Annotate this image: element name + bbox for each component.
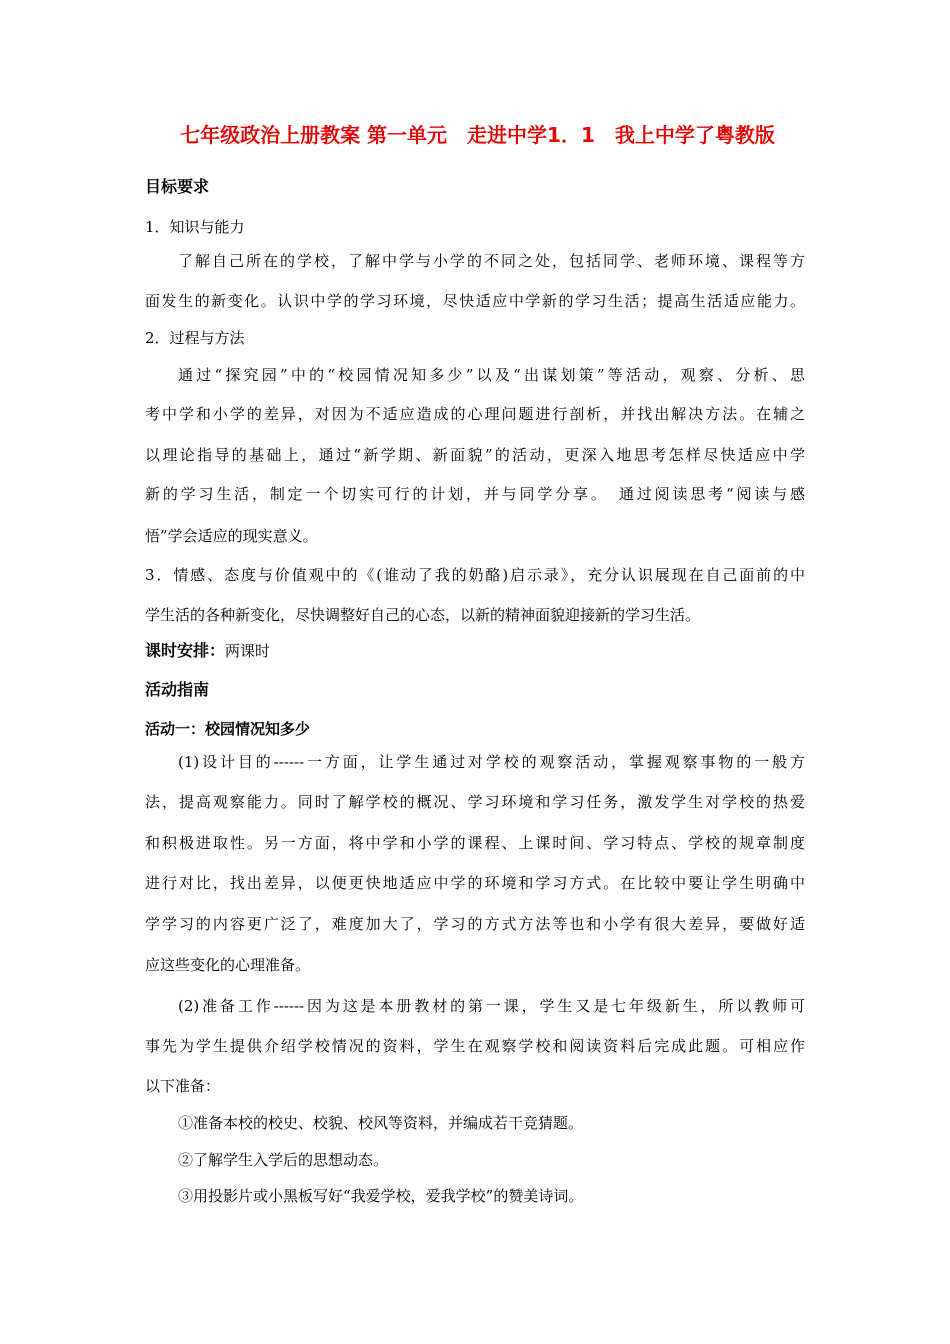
section2-line: 新的学习生活，制定一个切实可行的计划，并与同学分享。 通过阅读思考“阅读与感 [145, 485, 805, 503]
section2-line: 通过“探究园”中的“校园情况知多少”以及“出谋划策”等活动，观察、分析、思 [178, 366, 805, 384]
section1-line: 了解自己所在的学校，了解中学与小学的不同之处，包括同学、老师环境、课程等方 [178, 252, 805, 270]
para1-line: 法，提高观察能力。同时了解学校的概况、学习环境和学习任务，激发学生对学校的热爱 [145, 793, 805, 811]
para2-line: 以下准备： [145, 1077, 221, 1095]
schedule-value: 两课时 [225, 642, 271, 660]
prep-item: ①准备本校的校史、校貌、校风等资料，并编成若干竞猜题。 [178, 1114, 584, 1132]
section2-line: 考中学和小学的差异，对因为不适应造成的心理问题进行剖析，并找出解决方法。在辅之 [145, 405, 805, 423]
section1-line: 面发生的新变化。认识中学的学习环境，尽快适应中学新的学习生活；提高生活适应能力。 [145, 292, 805, 310]
activity1-heading: 活动一：校园情况知多少 [145, 720, 311, 738]
para1-line: 和积极进取性。另一方面，将中学和小学的课程、上课时间、学习特点、学校的规章制度 [145, 834, 805, 852]
para1-line: (1)设计目的------一方面，让学生通过对学校的观察活动，掌握观察事物的一般方 [178, 753, 805, 771]
section2-line: 悟”学会适应的现实意义。 [145, 527, 318, 545]
schedule-label: 课时安排： [145, 641, 226, 660]
document-title: 七年级政治上册教案 第一单元 走进中学1．1 我上中学了粤教版 [180, 123, 775, 147]
prep-item: ③用投影片或小黑板写好“我爱学校，爱我学校”的赞美诗词。 [178, 1187, 584, 1205]
prep-item: ②了解学生入学后的思想动态。 [178, 1151, 389, 1169]
para1-line: 进行对比，找出差异，以便更快地适应中学的环境和学习方式。在比较中要让学生明确中 [145, 874, 805, 892]
goals-heading: 目标要求 [145, 177, 210, 196]
para1-line: 应这些变化的心理准备。 [145, 956, 311, 974]
para2-line: (2)准备工作------因为这是本册教材的第一课，学生又是七年级新生，所以教师可 [178, 997, 805, 1015]
guide-heading: 活动指南 [145, 680, 210, 699]
section2-heading: 2．过程与方法 [145, 329, 245, 347]
schedule-line [145, 641, 270, 661]
section1-heading: 1．知识与能力 [145, 218, 245, 236]
section3-line: 学生活的各种新变化，尽快调整好自己的心态，以新的精神面貌迎接新的学习生活。 [145, 606, 701, 624]
para2-line: 事先为学生提供介绍学校情况的资料，学生在观察学校和阅读资料后完成此题。可相应作 [145, 1037, 805, 1055]
section3-line: 3．情感、态度与价值观中的《(谁动了我的奶酪)启示录》，充分认识展现在自己面前的中 [145, 566, 805, 584]
para1-line: 学学习的内容更广泛了，难度加大了，学习的方式方法等也和小学有很大差异，要做好适 [145, 915, 805, 933]
section2-line: 以理论指导的基础上，通过“新学期、新面貌”的活动，更深入地思考怎样尽快适应中学 [145, 446, 805, 464]
